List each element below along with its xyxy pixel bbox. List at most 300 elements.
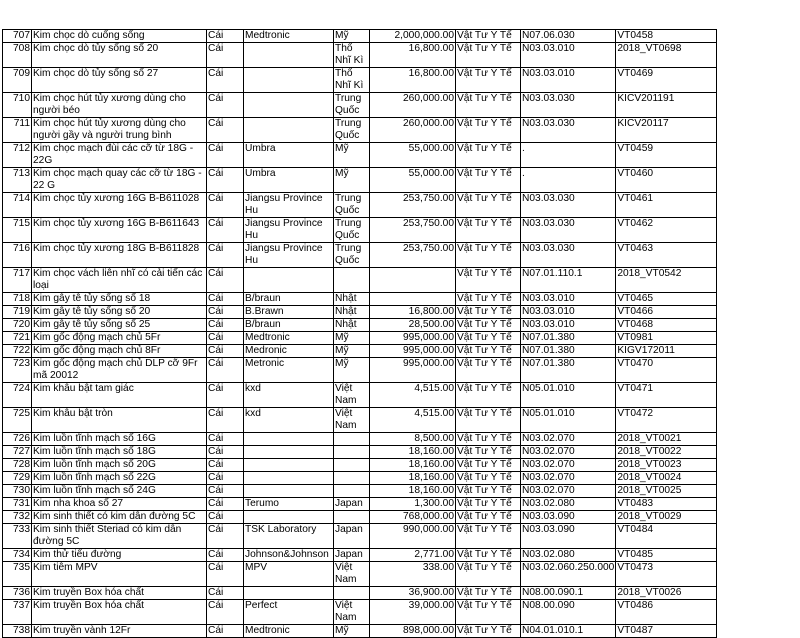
- unit-price: 55,000.00: [370, 143, 456, 168]
- manufacturer: kxd: [244, 383, 334, 408]
- item-group: Vật Tư Y Tế: [456, 168, 521, 193]
- item-code: N03.03.030: [521, 218, 616, 243]
- item-group: Vật Tư Y Tế: [456, 193, 521, 218]
- table-row: [3, 600, 717, 625]
- item-code: N03.03.030: [521, 243, 616, 268]
- item-id: VT0458: [616, 30, 717, 43]
- row-number: 730: [3, 485, 32, 498]
- item-group: Vật Tư Y Tế: [456, 30, 521, 43]
- item-group: Vật Tư Y Tế: [456, 345, 521, 358]
- unit: Cái: [207, 306, 244, 319]
- item-group: Vật Tư Y Tế: [456, 498, 521, 511]
- manufacturer: Jiangsu Province Hu: [244, 193, 334, 218]
- item-name: Kim nha khoa số 27: [32, 498, 207, 511]
- table-row: [3, 511, 717, 524]
- item-code: N03.03.010: [521, 319, 616, 332]
- manufacturer: B/braun: [244, 319, 334, 332]
- manufacturer: B/braun: [244, 293, 334, 306]
- unit-price: 18,160.00: [370, 459, 456, 472]
- unit-price: [370, 293, 456, 306]
- unit: Cái: [207, 408, 244, 433]
- unit-price: 8,500.00: [370, 433, 456, 446]
- manufacturer: Perfect: [244, 600, 334, 625]
- origin: Việt Nam: [334, 600, 370, 625]
- row-number: 718: [3, 293, 32, 306]
- row-number: 723: [3, 358, 32, 383]
- item-code: N07.06.030: [521, 30, 616, 43]
- table-row: [3, 30, 717, 43]
- row-number: 729: [3, 472, 32, 485]
- unit: Cái: [207, 319, 244, 332]
- item-name: Kim chọc hút tủy xương dùng cho người gầy và người trung bình: [32, 118, 207, 143]
- unit-price: 1,300.00: [370, 498, 456, 511]
- item-name: Kim sinh thiết Steriad có kim dẫn đường 5C: [32, 524, 207, 549]
- origin: Nhật: [334, 319, 370, 332]
- manufacturer: Umbra: [244, 168, 334, 193]
- table-row: [3, 193, 717, 218]
- price-table: [2, 29, 717, 638]
- item-name: Kim luồn tĩnh mạch số 22G: [32, 472, 207, 485]
- unit-price: 995,000.00: [370, 358, 456, 383]
- item-id: 2018_VT0024: [616, 472, 717, 485]
- item-code: N03.03.090: [521, 511, 616, 524]
- item-code: N03.03.030: [521, 93, 616, 118]
- item-code: N03.02.080: [521, 498, 616, 511]
- unit-price: 55,000.00: [370, 168, 456, 193]
- origin: Nhật: [334, 293, 370, 306]
- manufacturer: [244, 93, 334, 118]
- unit: Cái: [207, 243, 244, 268]
- origin: [334, 446, 370, 459]
- item-group: Vật Tư Y Tế: [456, 358, 521, 383]
- item-id: VT0473: [616, 562, 717, 587]
- table-row: [3, 587, 717, 600]
- item-group: Vật Tư Y Tế: [456, 511, 521, 524]
- origin: Mỹ: [334, 625, 370, 638]
- origin: [334, 268, 370, 293]
- item-name: Kim chọc tủy xương 18G B-B611828: [32, 243, 207, 268]
- manufacturer: Jiangsu Province Hu: [244, 218, 334, 243]
- item-id: VT0472: [616, 408, 717, 433]
- manufacturer: kxd: [244, 408, 334, 433]
- table-row: [3, 625, 717, 638]
- unit-price: 2,000,000.00: [370, 30, 456, 43]
- unit: Cái: [207, 446, 244, 459]
- origin: Trung Quốc: [334, 118, 370, 143]
- unit-price: 16,800.00: [370, 306, 456, 319]
- manufacturer: [244, 68, 334, 93]
- manufacturer: [244, 587, 334, 600]
- row-number: 708: [3, 43, 32, 68]
- manufacturer: Metronic: [244, 358, 334, 383]
- origin: Trung Quốc: [334, 218, 370, 243]
- item-group: Vật Tư Y Tế: [456, 485, 521, 498]
- origin: Japan: [334, 549, 370, 562]
- origin: Việt Nam: [334, 408, 370, 433]
- item-group: Vật Tư Y Tế: [456, 93, 521, 118]
- item-group: Vật Tư Y Tế: [456, 218, 521, 243]
- unit-price: 4,515.00: [370, 383, 456, 408]
- unit-price: 253,750.00: [370, 218, 456, 243]
- row-number: 736: [3, 587, 32, 600]
- item-id: 2018_VT0025: [616, 485, 717, 498]
- row-number: 711: [3, 118, 32, 143]
- item-group: Vật Tư Y Tế: [456, 268, 521, 293]
- item-group: Vật Tư Y Tế: [456, 319, 521, 332]
- origin: Trung Quốc: [334, 93, 370, 118]
- manufacturer: MPV: [244, 562, 334, 587]
- item-code: N04.01.010.1: [521, 625, 616, 638]
- item-name: Kim chọc vách liên nhĩ có cải tiến các loại: [32, 268, 207, 293]
- origin: Mỹ: [334, 332, 370, 345]
- row-number: 719: [3, 306, 32, 319]
- origin: [334, 472, 370, 485]
- table-row: [3, 383, 717, 408]
- row-number: 725: [3, 408, 32, 433]
- item-code: N07.01.110.1: [521, 268, 616, 293]
- item-id: VT0470: [616, 358, 717, 383]
- origin: Mỹ: [334, 168, 370, 193]
- table-row: [3, 358, 717, 383]
- unit-price: 260,000.00: [370, 118, 456, 143]
- table-row: [3, 218, 717, 243]
- table-row: [3, 143, 717, 168]
- item-name: Kim gây tê tủy sống số 25: [32, 319, 207, 332]
- item-group: Vật Tư Y Tế: [456, 587, 521, 600]
- item-code: N03.03.030: [521, 193, 616, 218]
- unit-price: 253,750.00: [370, 193, 456, 218]
- table-row: [3, 268, 717, 293]
- table-row: [3, 319, 717, 332]
- row-number: 715: [3, 218, 32, 243]
- unit-price: 4,515.00: [370, 408, 456, 433]
- unit: Cái: [207, 511, 244, 524]
- item-group: Vật Tư Y Tế: [456, 625, 521, 638]
- item-code: N05.01.010: [521, 408, 616, 433]
- manufacturer: [244, 433, 334, 446]
- row-number: 732: [3, 511, 32, 524]
- item-code: N03.03.090: [521, 524, 616, 549]
- item-id: VT0468: [616, 319, 717, 332]
- item-id: 2018_VT0021: [616, 433, 717, 446]
- table-row: [3, 118, 717, 143]
- row-number: 710: [3, 93, 32, 118]
- unit-price: 768,000.00: [370, 511, 456, 524]
- unit: Cái: [207, 218, 244, 243]
- item-name: Kim khâu bật tam giác: [32, 383, 207, 408]
- row-number: 712: [3, 143, 32, 168]
- item-name: Kim khâu bật tròn: [32, 408, 207, 433]
- origin: Việt Nam: [334, 562, 370, 587]
- item-code: N03.03.010: [521, 43, 616, 68]
- item-group: Vật Tư Y Tế: [456, 332, 521, 345]
- unit: Cái: [207, 268, 244, 293]
- unit: Cái: [207, 168, 244, 193]
- origin: Trung Quốc: [334, 193, 370, 218]
- row-number: 727: [3, 446, 32, 459]
- unit: Cái: [207, 524, 244, 549]
- table-row: [3, 332, 717, 345]
- manufacturer: [244, 446, 334, 459]
- unit-price: 338.00: [370, 562, 456, 587]
- item-group: Vật Tư Y Tế: [456, 383, 521, 408]
- unit-price: 18,160.00: [370, 485, 456, 498]
- origin: Mỹ: [334, 30, 370, 43]
- item-group: Vật Tư Y Tế: [456, 562, 521, 587]
- unit: Cái: [207, 332, 244, 345]
- item-id: VT0486: [616, 600, 717, 625]
- origin: [334, 433, 370, 446]
- item-name: Kim luồn tĩnh mạch số 20G: [32, 459, 207, 472]
- item-group: Vật Tư Y Tế: [456, 293, 521, 306]
- item-id: 2018_VT0023: [616, 459, 717, 472]
- item-group: Vật Tư Y Tế: [456, 43, 521, 68]
- row-number: 724: [3, 383, 32, 408]
- manufacturer: Medtronic: [244, 30, 334, 43]
- item-code: N03.02.070: [521, 459, 616, 472]
- table-row: [3, 168, 717, 193]
- item-id: VT0466: [616, 306, 717, 319]
- origin: [334, 511, 370, 524]
- unit-price: 18,160.00: [370, 472, 456, 485]
- item-id: VT0485: [616, 549, 717, 562]
- table-row: [3, 549, 717, 562]
- table-row: [3, 306, 717, 319]
- table-body: [3, 30, 717, 638]
- unit: Cái: [207, 562, 244, 587]
- item-name: Kim chọc mạch quay các cỡ từ 18G - 22 G: [32, 168, 207, 193]
- item-name: Kim gốc động mạch chủ 5Fr: [32, 332, 207, 345]
- row-number: 728: [3, 459, 32, 472]
- item-code: N03.02.060.250.000: [521, 562, 616, 587]
- item-code: N03.02.070: [521, 485, 616, 498]
- manufacturer: Umbra: [244, 143, 334, 168]
- unit: Cái: [207, 383, 244, 408]
- item-code: N03.02.080: [521, 549, 616, 562]
- item-id: 2018_VT0026: [616, 587, 717, 600]
- item-group: Vật Tư Y Tế: [456, 524, 521, 549]
- origin: Việt Nam: [334, 383, 370, 408]
- unit-price: 36,900.00: [370, 587, 456, 600]
- row-number: 713: [3, 168, 32, 193]
- row-number: 735: [3, 562, 32, 587]
- manufacturer: Medronic: [244, 345, 334, 358]
- unit: Cái: [207, 293, 244, 306]
- item-name: Kim thử tiểu đường: [32, 549, 207, 562]
- unit-price: 995,000.00: [370, 332, 456, 345]
- item-name: Kim gây tê tủy sống số 20: [32, 306, 207, 319]
- item-code: .: [521, 168, 616, 193]
- unit: Cái: [207, 30, 244, 43]
- manufacturer: Jiangsu Province Hu: [244, 243, 334, 268]
- origin: Mỹ: [334, 358, 370, 383]
- origin: Japan: [334, 498, 370, 511]
- item-id: VT0459: [616, 143, 717, 168]
- table-row: [3, 485, 717, 498]
- unit-price: 39,000.00: [370, 600, 456, 625]
- item-id: VT0487: [616, 625, 717, 638]
- origin: [334, 587, 370, 600]
- row-number: 714: [3, 193, 32, 218]
- item-code: N08.00.090.1: [521, 587, 616, 600]
- unit: Cái: [207, 143, 244, 168]
- item-id: VT0471: [616, 383, 717, 408]
- unit-price: 253,750.00: [370, 243, 456, 268]
- unit-price: 898,000.00: [370, 625, 456, 638]
- manufacturer: [244, 511, 334, 524]
- item-group: Vật Tư Y Tế: [456, 408, 521, 433]
- item-id: VT0465: [616, 293, 717, 306]
- manufacturer: [244, 459, 334, 472]
- unit: Cái: [207, 549, 244, 562]
- item-name: Kim truyền vành 12Fr: [32, 625, 207, 638]
- row-number: 709: [3, 68, 32, 93]
- item-id: 2018_VT0542: [616, 268, 717, 293]
- table-row: [3, 93, 717, 118]
- item-name: Kim chọc tủy xương 16G B-B611643: [32, 218, 207, 243]
- item-code: N03.03.010: [521, 293, 616, 306]
- unit-price: 260,000.00: [370, 93, 456, 118]
- item-name: Kim gốc động mạch chủ DLP cỡ 9Fr mã 20012: [32, 358, 207, 383]
- item-id: VT0981: [616, 332, 717, 345]
- unit-price: 990,000.00: [370, 524, 456, 549]
- item-name: Kim truyền Box hóa chất: [32, 587, 207, 600]
- item-group: Vật Tư Y Tế: [456, 600, 521, 625]
- unit: Cái: [207, 433, 244, 446]
- item-group: Vật Tư Y Tế: [456, 306, 521, 319]
- origin: Mỹ: [334, 345, 370, 358]
- unit-price: 16,800.00: [370, 68, 456, 93]
- item-id: VT0460: [616, 168, 717, 193]
- item-group: Vật Tư Y Tế: [456, 143, 521, 168]
- row-number: 733: [3, 524, 32, 549]
- origin: Thổ Nhĩ Kì: [334, 43, 370, 68]
- item-name: Kim chọc hút tủy xương dùng cho người béo: [32, 93, 207, 118]
- item-group: Vật Tư Y Tế: [456, 459, 521, 472]
- item-code: N03.02.070: [521, 472, 616, 485]
- item-name: Kim gốc động mạch chủ 8Fr: [32, 345, 207, 358]
- unit-price: 2,771.00: [370, 549, 456, 562]
- origin: Japan: [334, 524, 370, 549]
- item-code: N03.02.070: [521, 446, 616, 459]
- manufacturer: TSK Laboratory: [244, 524, 334, 549]
- manufacturer: [244, 268, 334, 293]
- item-name: Kim chọc mạch đùi các cỡ từ 18G - 22G: [32, 143, 207, 168]
- unit: Cái: [207, 193, 244, 218]
- item-name: Kim luồn tĩnh mạch số 16G: [32, 433, 207, 446]
- item-id: 2018_VT0022: [616, 446, 717, 459]
- item-id: VT0469: [616, 68, 717, 93]
- row-number: 722: [3, 345, 32, 358]
- item-group: Vật Tư Y Tế: [456, 433, 521, 446]
- item-name: Kim truyền Box hóa chất: [32, 600, 207, 625]
- manufacturer: Terumo: [244, 498, 334, 511]
- item-group: Vật Tư Y Tế: [456, 68, 521, 93]
- table-row: [3, 562, 717, 587]
- unit-price: 28,500.00: [370, 319, 456, 332]
- manufacturer: [244, 43, 334, 68]
- table-row: [3, 459, 717, 472]
- item-name: Kim chọc dò cuống sống: [32, 30, 207, 43]
- table-row: [3, 408, 717, 433]
- item-code: N07.01.380: [521, 345, 616, 358]
- item-id: 2018_VT0029: [616, 511, 717, 524]
- table-row: [3, 446, 717, 459]
- origin: [334, 485, 370, 498]
- item-name: Kim luồn tĩnh mạch số 24G: [32, 485, 207, 498]
- table-row: [3, 68, 717, 93]
- item-id: VT0463: [616, 243, 717, 268]
- row-number: 726: [3, 433, 32, 446]
- row-number: 721: [3, 332, 32, 345]
- row-number: 720: [3, 319, 32, 332]
- item-code: N03.02.070: [521, 433, 616, 446]
- item-name: Kim sinh thiết có kim dẫn đường 5C: [32, 511, 207, 524]
- manufacturer: [244, 472, 334, 485]
- item-code: N05.01.010: [521, 383, 616, 408]
- unit: Cái: [207, 485, 244, 498]
- table-row: [3, 43, 717, 68]
- item-name: Kim chọc dò tủy sống số 20: [32, 43, 207, 68]
- unit: Cái: [207, 459, 244, 472]
- table-row: [3, 243, 717, 268]
- item-id: VT0484: [616, 524, 717, 549]
- item-code: N08.00.090: [521, 600, 616, 625]
- item-code: N03.03.030: [521, 118, 616, 143]
- origin: Mỹ: [334, 143, 370, 168]
- unit: Cái: [207, 472, 244, 485]
- item-group: Vật Tư Y Tế: [456, 446, 521, 459]
- manufacturer: Medtronic: [244, 625, 334, 638]
- manufacturer: [244, 118, 334, 143]
- item-code: N07.01.380: [521, 332, 616, 345]
- item-name: Kim chọc dò tủy sống số 27: [32, 68, 207, 93]
- table-row: [3, 524, 717, 549]
- row-number: 717: [3, 268, 32, 293]
- item-name: Kim tiêm MPV: [32, 562, 207, 587]
- item-code: N03.03.010: [521, 306, 616, 319]
- item-id: KIGV172011: [616, 345, 717, 358]
- row-number: 734: [3, 549, 32, 562]
- item-id: 2018_VT0698: [616, 43, 717, 68]
- item-code: N07.01.380: [521, 358, 616, 383]
- table-row: [3, 293, 717, 306]
- item-code: .: [521, 143, 616, 168]
- table-row: [3, 472, 717, 485]
- origin: Nhật: [334, 306, 370, 319]
- manufacturer: [244, 485, 334, 498]
- unit: Cái: [207, 345, 244, 358]
- unit: Cái: [207, 600, 244, 625]
- unit: Cái: [207, 498, 244, 511]
- unit: Cái: [207, 93, 244, 118]
- unit: Cái: [207, 625, 244, 638]
- row-number: 707: [3, 30, 32, 43]
- manufacturer: B.Brawn: [244, 306, 334, 319]
- unit: Cái: [207, 587, 244, 600]
- row-number: 737: [3, 600, 32, 625]
- origin: [334, 459, 370, 472]
- unit-price: [370, 268, 456, 293]
- unit-price: 18,160.00: [370, 446, 456, 459]
- table-row: [3, 345, 717, 358]
- unit-price: 995,000.00: [370, 345, 456, 358]
- row-number: 716: [3, 243, 32, 268]
- item-id: VT0462: [616, 218, 717, 243]
- table-row: [3, 433, 717, 446]
- unit: Cái: [207, 118, 244, 143]
- item-id: VT0461: [616, 193, 717, 218]
